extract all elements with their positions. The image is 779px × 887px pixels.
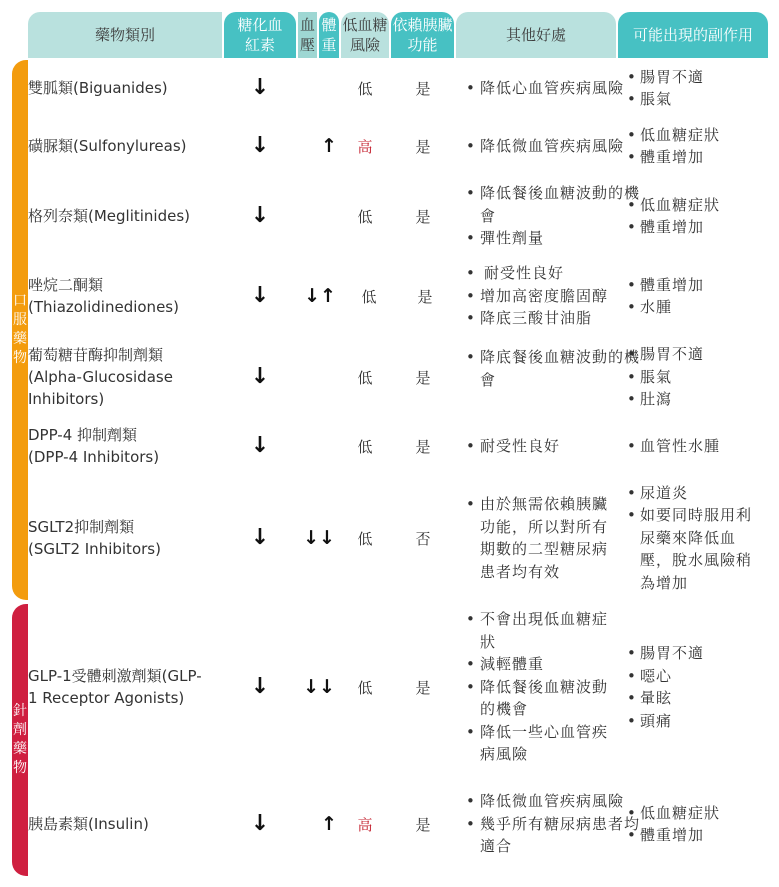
table-row — [28, 336, 768, 418]
weight-arrow-icon: ↓↑ — [304, 285, 336, 307]
pancreas-dependency: 是 — [415, 207, 431, 226]
header-drug-class: 藥物類別 — [28, 12, 222, 58]
side-effects-list — [625, 474, 767, 602]
pancreas-dependency: 是 — [415, 815, 431, 834]
list-item: • 幾乎所有糖尿病患者均適合 — [464, 813, 644, 858]
category-oral-bar — [12, 60, 28, 600]
header-bp: 血壓 — [298, 12, 317, 58]
benefits-list — [464, 256, 644, 336]
table-row — [28, 418, 768, 474]
list-item: • 尿道炎 — [625, 482, 767, 505]
list-item: • 耐受性良好 — [464, 435, 560, 458]
benefits-list — [464, 418, 644, 474]
list-item: • 降低微血管疾病風險 — [464, 790, 644, 813]
drug-name: 葡萄糖苷酶抑制劑類 (Alpha-Glucosidase Inhibitors) — [28, 346, 173, 408]
hypo-risk-value: 高 — [357, 815, 373, 834]
hypo-risk-value: 低 — [357, 437, 373, 456]
header-hypo-risk: 低血糖風險 — [341, 12, 389, 58]
list-item: • 脹氣 — [625, 88, 704, 111]
drug-name: 雙胍類(Biguanides) — [28, 79, 168, 97]
hba1c-arrow-icon: ↓ — [250, 364, 270, 389]
side-effects-list — [625, 176, 775, 256]
drug-name: SGLT2抑制劑類 (SGLT2 Inhibitors) — [28, 518, 161, 558]
drug-name: 磺脲類(Sulfonylureas) — [28, 137, 187, 155]
list-item: • 降低心血管疾病風險 — [464, 77, 624, 100]
drug-name: 唑烷二酮類 (Thiazolidinediones) — [28, 276, 179, 316]
list-item: • 降低餐後血糖波動的機會 — [464, 676, 614, 721]
list-item: • 暈眩 — [625, 687, 704, 710]
hba1c-arrow-icon: ↓ — [250, 203, 270, 228]
side-effects-list — [625, 116, 775, 176]
hypo-risk-value: 低 — [357, 207, 373, 226]
list-item: • 增加高密度膽固醇 — [464, 285, 608, 308]
benefits-list — [464, 336, 644, 418]
benefits-list — [464, 772, 644, 876]
list-item: • 血管性水腫 — [625, 435, 720, 458]
benefits-list — [464, 116, 644, 176]
pancreas-dependency: 是 — [417, 287, 433, 306]
list-item: • 噁心 — [625, 665, 704, 688]
pancreas-dependency: 是 — [415, 368, 431, 387]
hypo-risk-value: 高 — [357, 137, 373, 156]
list-item: • 彈性劑量 — [464, 227, 644, 250]
table-row — [28, 474, 768, 602]
list-item: • 低血糖症狀 — [625, 194, 720, 217]
header-pancreas: 依賴胰臟功能 — [391, 12, 454, 58]
weight-arrow-icon: ↑ — [321, 135, 337, 157]
hba1c-arrow-icon: ↓ — [250, 283, 270, 308]
list-item: • 降底三酸甘油脂 — [464, 307, 608, 330]
drug-name: DPP-4 抑制劑類 (DPP-4 Inhibitors) — [28, 426, 160, 466]
benefits-list — [464, 602, 614, 772]
benefits-list — [464, 176, 644, 256]
hba1c-arrow-icon: ↓ — [250, 433, 270, 458]
list-item: • 低血糖症狀 — [625, 802, 720, 825]
header-hba1c: 糖化血紅素 — [224, 12, 296, 58]
list-item: • 降低一些心血管疾病風險 — [464, 721, 614, 766]
list-item: • 如要同時服用利尿藥來降低血壓，脫水風險稍為增加 — [625, 504, 767, 594]
hba1c-arrow-icon: ↓ — [250, 75, 270, 100]
side-effects-list — [625, 256, 775, 336]
list-item: • 耐受性良好 — [464, 262, 608, 285]
pancreas-dependency: 否 — [415, 529, 431, 548]
benefits-list — [464, 474, 612, 602]
drug-name: 格列奈類(Meglitinides) — [28, 207, 191, 225]
side-effects-list — [625, 60, 775, 116]
table-row — [28, 60, 768, 116]
list-item: • 脹氣 — [625, 366, 704, 389]
category-oral-label: 口服藥物 — [13, 293, 27, 366]
list-item: • 頭痛 — [625, 710, 704, 733]
list-item: • 減輕體重 — [464, 653, 614, 676]
pancreas-dependency: 是 — [415, 678, 431, 697]
hba1c-arrow-icon: ↓ — [250, 674, 270, 699]
weight-arrow-icon: ↓↓ — [303, 676, 335, 698]
list-item: • 體重增加 — [625, 146, 720, 169]
drug-name: 胰島素類(Insulin) — [28, 815, 149, 833]
table-row — [28, 602, 768, 772]
table-row — [28, 176, 768, 256]
table-row — [28, 772, 768, 876]
header-weight: 體重 — [319, 12, 339, 58]
list-item: • 體重增加 — [625, 216, 720, 239]
list-item: • 腸胃不適 — [625, 642, 704, 665]
table-row — [28, 256, 768, 336]
side-effects-list — [625, 336, 775, 418]
list-item: • 腸胃不適 — [625, 343, 704, 366]
hba1c-arrow-icon: ↓ — [250, 811, 270, 836]
list-item: • 體重增加 — [625, 824, 720, 847]
side-effects-list — [625, 602, 775, 772]
hypo-risk-value: 低 — [357, 79, 373, 98]
header-benefits: 其他好處 — [456, 12, 616, 58]
hypo-risk-value: 低 — [357, 368, 373, 387]
hba1c-arrow-icon: ↓ — [250, 525, 270, 550]
list-item: • 水腫 — [625, 296, 704, 319]
side-effects-list — [625, 772, 775, 876]
weight-arrow-icon: ↓↓ — [303, 527, 335, 549]
pancreas-dependency: 是 — [415, 137, 431, 156]
benefits-list — [464, 60, 644, 116]
list-item: • 降低微血管疾病風險 — [464, 135, 624, 158]
pancreas-dependency: 是 — [415, 437, 431, 456]
hypo-risk-value: 低 — [357, 529, 373, 548]
drug-name: GLP-1受體刺激劑類(GLP- 1 Receptor Agonists) — [28, 667, 202, 707]
hypo-risk-value: 低 — [357, 678, 373, 697]
list-item: • 肚瀉 — [625, 388, 704, 411]
hba1c-arrow-icon: ↓ — [250, 133, 270, 158]
hypo-risk-value: 低 — [361, 287, 377, 306]
table-row — [28, 116, 768, 176]
pancreas-dependency: 是 — [415, 79, 431, 98]
side-effects-list — [625, 418, 775, 474]
list-item: • 腸胃不適 — [625, 66, 704, 89]
list-item: • 由於無需依賴胰臟功能，所以對所有期數的二型糖尿病患者均有效 — [464, 493, 612, 583]
list-item: • 體重增加 — [625, 274, 704, 297]
list-item: • 降底餐後血糖波動的機會 — [464, 346, 644, 391]
category-injection-bar — [12, 604, 28, 876]
list-item: • 不會出現低血糖症狀 — [464, 608, 614, 653]
category-injection-label: 針劑藥物 — [13, 703, 27, 776]
header-side-effects: 可能出現的副作用 — [618, 12, 768, 58]
weight-arrow-icon: ↑ — [321, 813, 337, 835]
list-item: • 低血糖症狀 — [625, 124, 720, 147]
list-item: • 降低餐後血糖波動的機會 — [464, 182, 644, 227]
